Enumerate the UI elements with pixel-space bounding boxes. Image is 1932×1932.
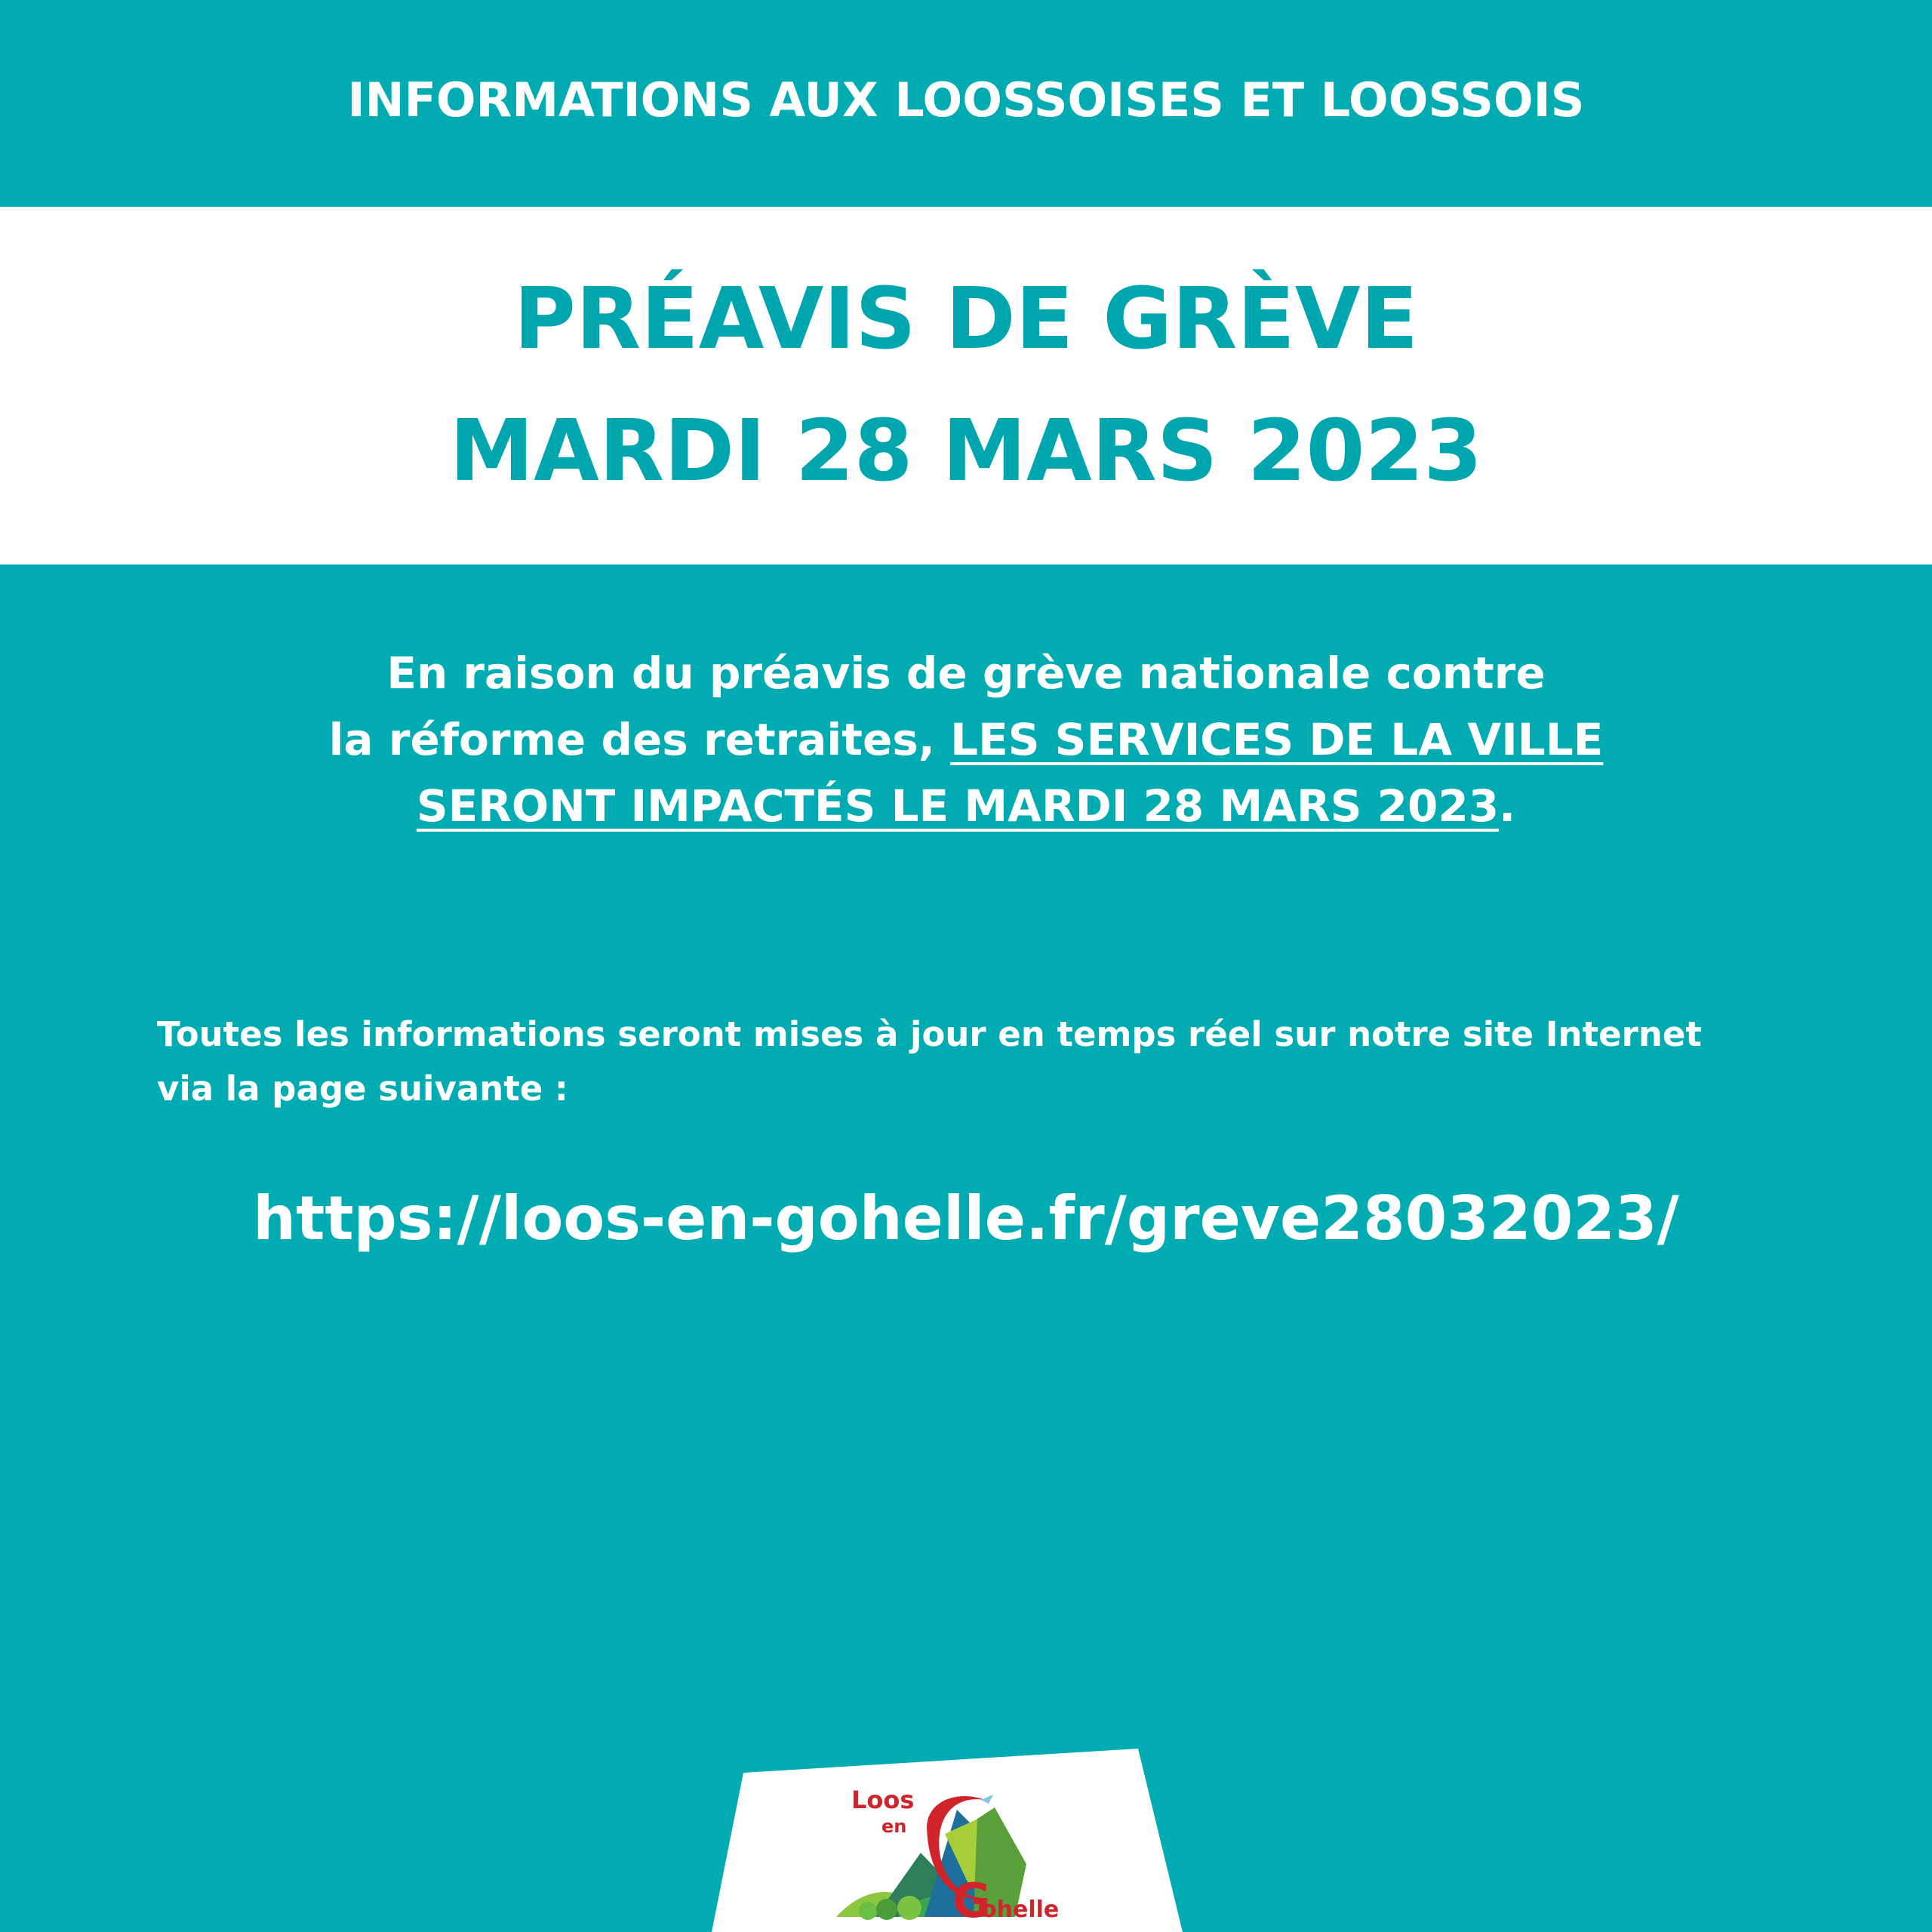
notice-line-3-emphasis: SERONT IMPACTÉS LE MARDI 28 MARS 2023 [416,780,1500,832]
info-line-1: Toutes les informations seront mises à jour en temps réel sur notre site Internet [157,1014,1702,1054]
logo-word-loos: Loos [851,1786,915,1814]
logo-tree-2 [876,1899,897,1920]
logo-word-ohelle: ohelle [981,1897,1060,1923]
info-line-2: via la page suivante : [157,1069,568,1109]
headline-title: PRÉAVIS DE GRÈVE [513,270,1419,368]
logo-word-g: G [952,1873,991,1928]
notice-line-1: En raison du préavis de grève nationale contre [386,648,1546,699]
strike-page-link[interactable]: https://loos-en-gohelle.fr/greve28032023/ [253,1183,1679,1254]
logo-tree-3 [897,1896,921,1920]
logo-tree-1 [859,1902,877,1920]
logo-word-en: en [881,1816,907,1837]
notice-line-3-period: . [1499,780,1516,832]
banner-title: INFORMATIONS AUX LOOSSOISES ET LOOSSOIS [347,72,1585,128]
notice-line-2-emphasis: LES SERVICES DE LA VILLE [950,714,1604,765]
notice-line-2-text: la réforme des retraites, [328,714,951,765]
headline-date: MARDI 28 MARS 2023 [449,402,1483,500]
